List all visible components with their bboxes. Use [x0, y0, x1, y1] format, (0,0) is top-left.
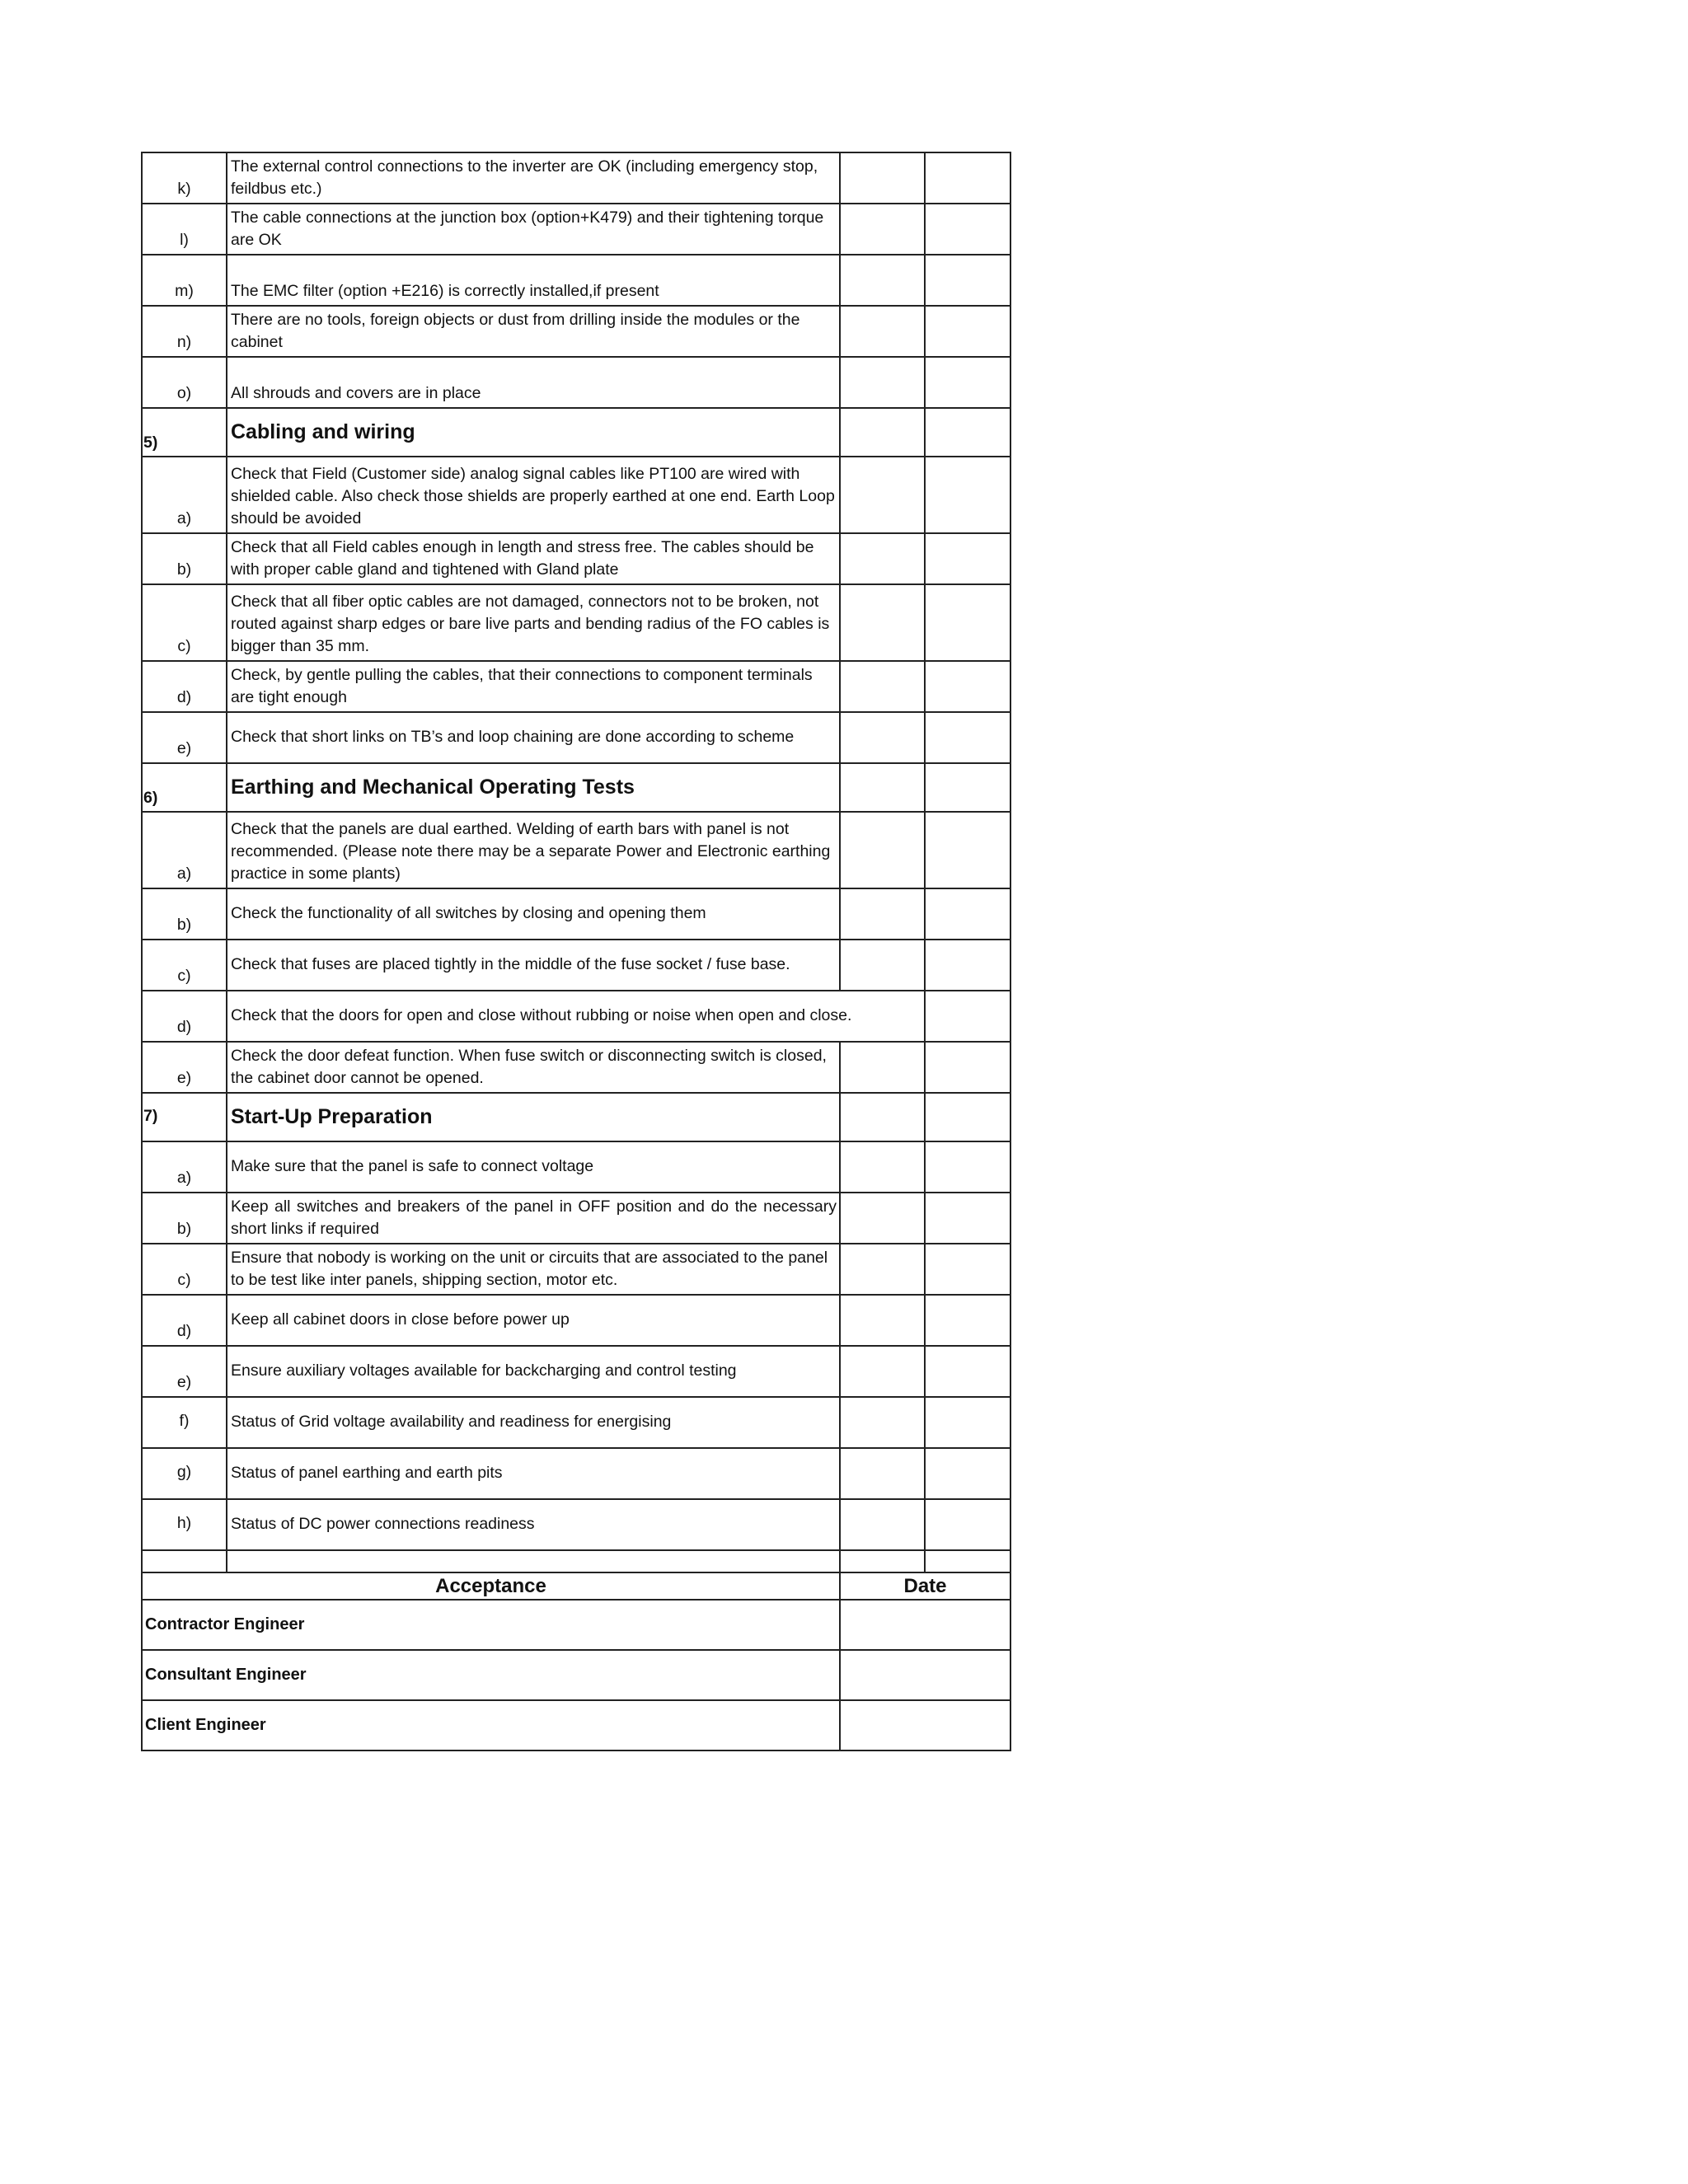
checklist-row: [142, 1397, 1010, 1448]
remarks-cell[interactable]: [925, 712, 1010, 763]
item-text: The external control connections to the inverter are OK (including emergency stop, feildbus etc.): [227, 152, 840, 204]
item-label: f): [142, 1397, 227, 1448]
blank-cell: [227, 1550, 840, 1572]
checklist-row: [142, 1346, 1010, 1397]
item-label: d): [142, 991, 227, 1042]
status-cell[interactable]: [840, 1141, 925, 1193]
checklist-row: [142, 712, 1010, 763]
status-cell[interactable]: [840, 1499, 925, 1550]
checklist-row: [142, 991, 1010, 1042]
item-label: a): [142, 457, 227, 533]
remarks-cell[interactable]: [925, 1042, 1010, 1093]
status-cell[interactable]: [840, 812, 925, 888]
status-cell[interactable]: [840, 1042, 925, 1093]
item-label: d): [142, 1295, 227, 1346]
item-text: Check that fuses are placed tightly in the middle of the fuse socket / fuse base.: [227, 940, 840, 991]
item-label: e): [142, 712, 227, 763]
checklist-row: [142, 940, 1010, 991]
remarks-cell[interactable]: [925, 408, 1010, 457]
signatory-label: Client Engineer: [142, 1700, 840, 1750]
checklist-row: [142, 1295, 1010, 1346]
item-text: The EMC filter (option +E216) is correctly installed,if present: [227, 255, 840, 306]
item-label: e): [142, 1346, 227, 1397]
section-number: 5): [142, 408, 227, 457]
status-cell[interactable]: [840, 408, 925, 457]
checklist-table: [141, 152, 1011, 1573]
blank-row: [142, 1550, 1010, 1572]
remarks-cell[interactable]: [925, 1093, 1010, 1141]
checklist-row: [142, 661, 1010, 712]
date-cell[interactable]: [840, 1650, 1010, 1700]
status-cell[interactable]: [840, 888, 925, 940]
status-cell[interactable]: [840, 991, 925, 1042]
item-text: Check the functionality of all switches by closing and opening them: [227, 888, 840, 940]
item-label: d): [142, 661, 227, 712]
item-text: Ensure that nobody is working on the unit or circuits that are associated to the panel to be test like inter panels, shipping section, motor etc.: [227, 1244, 840, 1295]
section-number: 7): [142, 1093, 227, 1141]
checklist-row: [142, 255, 1010, 306]
section-header-row: [142, 763, 1010, 812]
item-label: o): [142, 357, 227, 408]
status-cell[interactable]: [840, 940, 925, 991]
status-cell[interactable]: [840, 457, 925, 533]
status-cell[interactable]: [840, 204, 925, 255]
item-text: There are no tools, foreign objects or dust from drilling inside the modules or the cabinet: [227, 306, 840, 357]
checklist-row: [142, 306, 1010, 357]
item-label: a): [142, 812, 227, 888]
remarks-cell[interactable]: [925, 533, 1010, 584]
status-cell[interactable]: [840, 255, 925, 306]
checklist-row: [142, 812, 1010, 888]
checklist-row: [142, 457, 1010, 533]
remarks-cell[interactable]: [925, 1499, 1010, 1550]
status-cell[interactable]: [840, 763, 925, 812]
status-cell[interactable]: [840, 1448, 925, 1499]
status-cell[interactable]: [840, 533, 925, 584]
item-label: b): [142, 888, 227, 940]
item-text: Check that Field (Customer side) analog signal cables like PT100 are wired with shielded cable. Also check those shields are properly earthed at one end. Earth Loop should be avoided: [227, 457, 840, 533]
item-text: All shrouds and covers are in place: [227, 357, 840, 408]
item-label: b): [142, 533, 227, 584]
item-label: m): [142, 255, 227, 306]
remarks-cell[interactable]: [925, 457, 1010, 533]
checklist-row: [142, 888, 1010, 940]
checklist-row: [142, 1244, 1010, 1295]
blank-cell[interactable]: [925, 1550, 1010, 1572]
item-text: Make sure that the panel is safe to connect voltage: [227, 1141, 840, 1193]
item-text: The cable connections at the junction box (option+K479) and their tightening torque are OK: [227, 204, 840, 255]
section-number: 6): [142, 763, 227, 812]
item-text: Keep all cabinet doors in close before power up: [227, 1295, 840, 1346]
item-label: b): [142, 1193, 227, 1244]
status-cell[interactable]: [840, 152, 925, 204]
signatory-row: [142, 1650, 1010, 1700]
remarks-cell[interactable]: [925, 940, 1010, 991]
date-cell[interactable]: [840, 1600, 1010, 1650]
item-text: Check that all fiber optic cables are not damaged, connectors not to be broken, not routed against sharp edges or bare live parts and bending radius of the FO cables is bigger than 35 mm.: [227, 584, 840, 661]
item-text: Check the door defeat function. When fuse switch or disconnecting switch is closed, the cabinet door cannot be opened.: [227, 1042, 840, 1093]
checklist-sheet: [141, 152, 1010, 1751]
checklist-row: [142, 1448, 1010, 1499]
item-label: l): [142, 204, 227, 255]
status-cell[interactable]: [840, 1093, 925, 1141]
status-cell[interactable]: [840, 306, 925, 357]
item-text: Check, by gentle pulling the cables, that their connections to component terminals are tight enough: [227, 661, 840, 712]
checklist-row: [142, 584, 1010, 661]
signatory-label: Contractor Engineer: [142, 1600, 840, 1650]
item-text: Keep all switches and breakers of the panel in OFF position and do the necessary short links if required: [227, 1193, 840, 1244]
remarks-cell[interactable]: [925, 888, 1010, 940]
section-header-row: [142, 408, 1010, 457]
checklist-row: [142, 1141, 1010, 1193]
item-label: e): [142, 1042, 227, 1093]
remarks-cell[interactable]: [925, 1397, 1010, 1448]
item-label: a): [142, 1141, 227, 1193]
status-cell[interactable]: [840, 584, 925, 661]
date-cell[interactable]: [840, 1700, 1010, 1750]
item-text: Check that the doors for open and close without rubbing or noise when open and close.: [227, 991, 840, 1042]
remarks-cell[interactable]: [925, 357, 1010, 408]
remarks-cell[interactable]: [925, 1244, 1010, 1295]
acceptance-table: [141, 1572, 1011, 1751]
remarks-cell[interactable]: [925, 584, 1010, 661]
checklist-row: [142, 1499, 1010, 1550]
item-text: Ensure auxiliary voltages available for backcharging and control testing: [227, 1346, 840, 1397]
remarks-cell[interactable]: [925, 255, 1010, 306]
item-text: Check that all Field cables enough in length and stress free. The cables should be with proper cable gland and tightened with Gland plate: [227, 533, 840, 584]
checklist-row: [142, 204, 1010, 255]
status-cell[interactable]: [840, 1244, 925, 1295]
remarks-cell[interactable]: [925, 1448, 1010, 1499]
section-header-row: [142, 1093, 1010, 1141]
item-text: Status of Grid voltage availability and readiness for energising: [227, 1397, 840, 1448]
checklist-row: [142, 1193, 1010, 1244]
section-title: Cabling and wiring: [227, 408, 840, 457]
checklist-row: [142, 152, 1010, 204]
item-label: g): [142, 1448, 227, 1499]
blank-cell: [142, 1550, 227, 1572]
signatory-row: [142, 1600, 1010, 1650]
status-cell[interactable]: [840, 1193, 925, 1244]
checklist-row: [142, 533, 1010, 584]
item-text: Status of DC power connections readiness: [227, 1499, 840, 1550]
signatory-label: Consultant Engineer: [142, 1650, 840, 1700]
remarks-cell[interactable]: [925, 991, 1010, 1042]
item-text: Check that short links on TB’s and loop chaining are done according to scheme: [227, 712, 840, 763]
date-heading: Date: [840, 1572, 1010, 1600]
item-label: k): [142, 152, 227, 204]
checklist-row: [142, 357, 1010, 408]
signatory-row: [142, 1700, 1010, 1750]
status-cell[interactable]: [840, 1295, 925, 1346]
blank-cell[interactable]: [840, 1550, 925, 1572]
status-cell[interactable]: [840, 357, 925, 408]
status-cell[interactable]: [840, 1346, 925, 1397]
status-cell[interactable]: [840, 1397, 925, 1448]
item-label: c): [142, 940, 227, 991]
item-text: Status of panel earthing and earth pits: [227, 1448, 840, 1499]
acceptance-heading: Acceptance: [142, 1572, 840, 1600]
remarks-cell[interactable]: [925, 306, 1010, 357]
item-label: c): [142, 584, 227, 661]
remarks-cell[interactable]: [925, 1193, 1010, 1244]
remarks-cell[interactable]: [925, 152, 1010, 204]
remarks-cell[interactable]: [925, 204, 1010, 255]
section-title: Earthing and Mechanical Operating Tests: [227, 763, 840, 812]
remarks-cell[interactable]: [925, 812, 1010, 888]
status-cell[interactable]: [840, 712, 925, 763]
remarks-cell[interactable]: [925, 661, 1010, 712]
remarks-cell[interactable]: [925, 1295, 1010, 1346]
item-label: c): [142, 1244, 227, 1295]
section-title: Start-Up Preparation: [227, 1093, 840, 1141]
checklist-row: [142, 1042, 1010, 1093]
remarks-cell[interactable]: [925, 763, 1010, 812]
remarks-cell[interactable]: [925, 1141, 1010, 1193]
remarks-cell[interactable]: [925, 1346, 1010, 1397]
item-text: Check that the panels are dual earthed. Welding of earth bars with panel is not recommended. (Please note there may be a separate Power and Electronic earthing practice in some plants): [227, 812, 840, 888]
item-label: n): [142, 306, 227, 357]
acceptance-header-row: [142, 1572, 1010, 1600]
item-label: h): [142, 1499, 227, 1550]
status-cell[interactable]: [840, 661, 925, 712]
